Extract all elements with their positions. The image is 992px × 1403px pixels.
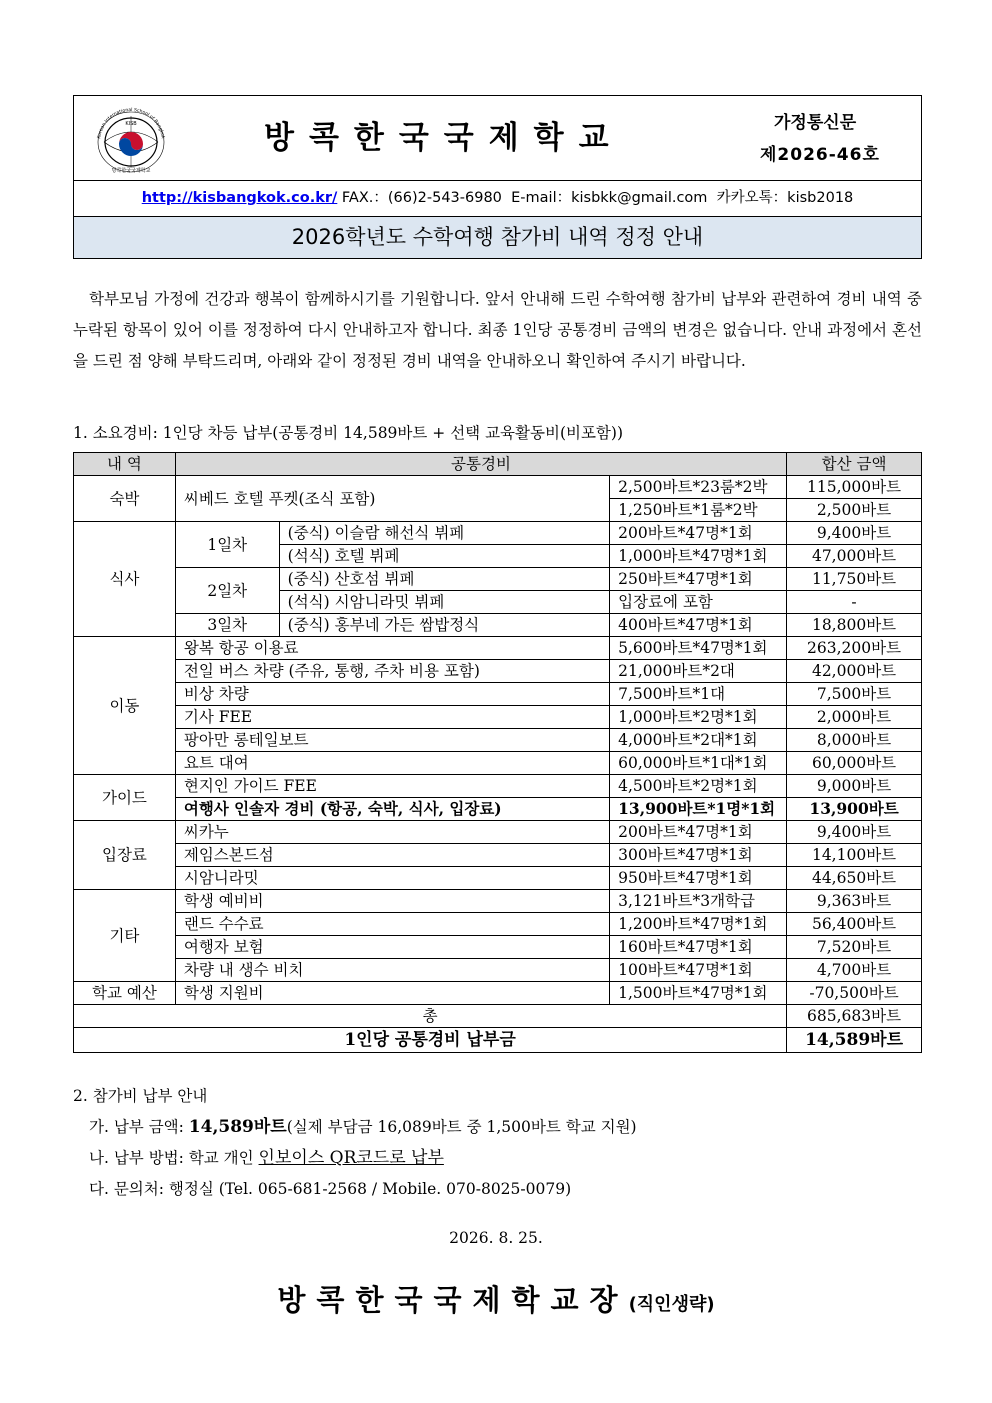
item-cell: (중식) 홍부네 가든 쌈밥정식 <box>279 614 609 637</box>
amount-cell: 42,000바트 <box>787 660 922 683</box>
item-cell: 왕복 항공 이용료 <box>175 637 609 660</box>
table-row <box>74 476 922 499</box>
category-admission: 입장료 <box>74 821 176 890</box>
fax: FAX.：(66)2-543-6980 <box>341 190 502 206</box>
table-row <box>74 752 922 775</box>
rate-cell: 300바트*47명*1회 <box>610 844 787 867</box>
lodging-item: 씨베드 호텔 푸켓(조식 포함) <box>175 476 609 522</box>
table-row <box>74 660 922 683</box>
kakao: 카카오톡：kisb2018 <box>716 190 854 206</box>
table-row <box>74 729 922 752</box>
table-row <box>74 683 922 706</box>
table-row <box>74 959 922 982</box>
amount-cell: 9,400바트 <box>787 821 922 844</box>
table-row <box>74 637 922 660</box>
table-row <box>74 913 922 936</box>
rate-cell: 200바트*47명*1회 <box>610 821 787 844</box>
table-row <box>74 522 922 545</box>
issue-date: 2026. 8. 25. <box>449 1229 543 1247</box>
item-cell: (중식) 산호섬 뷔페 <box>279 568 609 591</box>
amount-cell: 47,000바트 <box>787 545 922 568</box>
category-lodging: 숙박 <box>74 476 176 522</box>
rate-cell: 21,000바트*2대 <box>610 660 787 683</box>
payment-amount-label: 가. 납부 금액: <box>89 1118 189 1136</box>
amount-cell: 60,000바트 <box>787 752 922 775</box>
header-item: 내 역 <box>74 453 176 476</box>
rate-cell: 2,500바트*23룸*2박 <box>610 476 787 499</box>
day-cell: 3일차 <box>175 614 279 637</box>
table-row <box>74 568 922 591</box>
item-cell: 제임스본드섬 <box>175 844 609 867</box>
payment-amount-note: (실제 부담금 16,089바트 중 1,500바트 학교 지원) <box>286 1118 637 1136</box>
section1-title: 1. 소요경비: 1인당 차등 납부(공통경비 14,589바트 + 선택 교육활동비(비포함)) <box>73 424 623 442</box>
amount-cell: 11,750바트 <box>787 568 922 591</box>
table-row <box>74 890 922 913</box>
rate-cell: 7,500바트*1대 <box>610 683 787 706</box>
rate-cell: 1,500바트*47명*1회 <box>610 982 787 1005</box>
school-name: 방콕한국국제학교 <box>264 120 624 156</box>
total-label: 총 <box>74 1005 787 1028</box>
item-cell: (석식) 호텔 뷔페 <box>279 545 609 568</box>
amount-cell: 115,000바트 <box>787 476 922 499</box>
email: E-mail：kisbkk@gmail.com <box>511 190 708 206</box>
logo-ring-text: Korean International School of Bangkok <box>97 107 165 140</box>
item-cell: 팡아만 롱테일보트 <box>175 729 609 752</box>
newsletter-number: 제2026-46호 <box>760 145 880 165</box>
payment-method-label: 나. 납부 방법: 학교 개인 <box>89 1149 259 1167</box>
section2 <box>73 1081 637 1205</box>
item-cell: 학생 지원비 <box>175 982 609 1005</box>
payment-amount-line <box>73 1112 637 1143</box>
intro-paragraph: 학부모님 가정에 건강과 행복이 함께하시기를 기원합니다. 앞서 안내해 드린 수학여행 참가비 납부와 관련하여 경비 내역 중 누락된 항목이 있어 이를 정정하여 다시 안내하고자 합니다. 최종 1인당 공통경비 금액의 변경은 없습니다. 안내 과정에서 혼선을 드린 점 양해 부탁드리며, 아래와 같이 정정된 경비 내역을 안내하오니 확인하여 주시기 바랍니다. <box>73 290 922 370</box>
amount-cell: 2,500바트 <box>787 499 922 522</box>
header-common: 공통경비 <box>175 453 786 476</box>
seal-note: (직인생략) <box>628 1294 715 1315</box>
category-meals: 식사 <box>74 522 176 637</box>
item-cell: 전일 버스 차량 (주유, 통행, 주차 비용 포함) <box>175 660 609 683</box>
amount-cell: 7,500바트 <box>787 683 922 706</box>
rate-cell: 400바트*47명*1회 <box>610 614 787 637</box>
item-cell: 현지인 가이드 FEE <box>175 775 609 798</box>
item-cell: 여행사 인솔자 경비 (항공, 숙박, 식사, 입장료) <box>175 798 609 821</box>
item-cell: 기사 FEE <box>175 706 609 729</box>
amount-cell: -70,500바트 <box>787 982 922 1005</box>
rate-cell: 250바트*47명*1회 <box>610 568 787 591</box>
rate-cell: 5,600바트*47명*1회 <box>610 637 787 660</box>
payment-method: 인보이스 QR코드로 납부 <box>258 1148 444 1168</box>
table-row <box>74 706 922 729</box>
category-transport: 이동 <box>74 637 176 775</box>
amount-cell: 263,200바트 <box>787 637 922 660</box>
expense-table <box>73 452 922 1053</box>
amount-cell: - <box>787 591 922 614</box>
amount-cell: 44,650바트 <box>787 867 922 890</box>
payment-method-line <box>73 1143 637 1174</box>
amount-cell: 14,100바트 <box>787 844 922 867</box>
rate-cell: 1,250바트*1룸*2박 <box>610 499 787 522</box>
item-cell: 시암니라밋 <box>175 867 609 890</box>
rate-cell: 160바트*47명*1회 <box>610 936 787 959</box>
notice-title: 2026학년도 수학여행 참가비 내역 정정 안내 <box>74 217 921 258</box>
contact-info-line: 다. 문의처: 행정실 (Tel. 065-681-2568 / Mobile. 070-8025-0079) <box>89 1180 572 1198</box>
table-row <box>74 614 922 637</box>
item-cell: (석식) 시암니라밋 뷔페 <box>279 591 609 614</box>
day-cell: 2일차 <box>175 568 279 614</box>
table-header-row <box>74 453 922 476</box>
amount-cell: 18,800바트 <box>787 614 922 637</box>
day-cell: 1일차 <box>175 522 279 568</box>
rate-cell: 950바트*47명*1회 <box>610 867 787 890</box>
amount-cell: 13,900바트 <box>787 798 922 821</box>
amount-cell: 9,000바트 <box>787 775 922 798</box>
website-link[interactable]: http://kisbangkok.co.kr/ <box>141 190 338 206</box>
rate-cell: 4,500바트*2명*1회 <box>610 775 787 798</box>
signature <box>0 1278 992 1319</box>
total-row <box>74 1005 922 1028</box>
category-etc: 기타 <box>74 890 176 982</box>
amount-cell: 56,400바트 <box>787 913 922 936</box>
table-row <box>74 821 922 844</box>
amount-cell: 9,363바트 <box>787 890 922 913</box>
table-row <box>74 936 922 959</box>
rate-cell: 60,000바트*1대*1회 <box>610 752 787 775</box>
item-cell: 비상 차량 <box>175 683 609 706</box>
item-cell: 차량 내 생수 비치 <box>175 959 609 982</box>
rate-cell: 4,000바트*2대*1회 <box>610 729 787 752</box>
header-total: 합산 금액 <box>787 453 922 476</box>
rate-cell: 200바트*47명*1회 <box>610 522 787 545</box>
item-cell: 요트 대여 <box>175 752 609 775</box>
rate-cell: 1,000바트*47명*1회 <box>610 545 787 568</box>
table-row <box>74 982 922 1005</box>
category-budget: 학교 예산 <box>74 982 176 1005</box>
category-guide: 가이드 <box>74 775 176 821</box>
item-cell: 여행자 보험 <box>175 936 609 959</box>
principal-name: 방콕한국국제학교장 <box>277 1283 629 1317</box>
table-row <box>74 867 922 890</box>
item-cell: 씨카누 <box>175 821 609 844</box>
table-row <box>74 844 922 867</box>
header-box <box>73 95 922 259</box>
amount-cell: 7,520바트 <box>787 936 922 959</box>
newsletter-label: 가정통신문 <box>774 113 857 133</box>
item-cell: (중식) 이슬람 해선식 뷔페 <box>279 522 609 545</box>
logo-bottom-text: 방콕한국국제학교 <box>111 168 151 174</box>
total-amount: 685,683바트 <box>787 1005 922 1028</box>
amount-cell: 8,000바트 <box>787 729 922 752</box>
per-person-row <box>74 1028 922 1053</box>
rate-cell: 입장료에 포함 <box>610 591 787 614</box>
per-person-amount: 14,589바트 <box>787 1028 922 1053</box>
amount-cell: 9,400바트 <box>787 522 922 545</box>
rate-cell: 100바트*47명*1회 <box>610 959 787 982</box>
school-logo <box>86 102 176 174</box>
amount-cell: 4,700바트 <box>787 959 922 982</box>
table-row <box>74 775 922 798</box>
rate-cell: 13,900바트*1명*1회 <box>610 798 787 821</box>
rate-cell: 1,200바트*47명*1회 <box>610 913 787 936</box>
logo-center-text: KISB <box>125 121 137 127</box>
per-person-label: 1인당 공통경비 납부금 <box>74 1028 787 1053</box>
item-cell: 랜드 수수료 <box>175 913 609 936</box>
section2-title: 2. 참가비 납부 안내 <box>73 1087 208 1105</box>
contact-line <box>74 180 921 217</box>
header-top <box>74 96 921 181</box>
amount-cell: 2,000바트 <box>787 706 922 729</box>
rate-cell: 3,121바트*3개학급 <box>610 890 787 913</box>
table-row <box>74 798 922 821</box>
payment-amount: 14,589바트 <box>188 1117 287 1137</box>
rate-cell: 1,000바트*2명*1회 <box>610 706 787 729</box>
item-cell: 학생 예비비 <box>175 890 609 913</box>
